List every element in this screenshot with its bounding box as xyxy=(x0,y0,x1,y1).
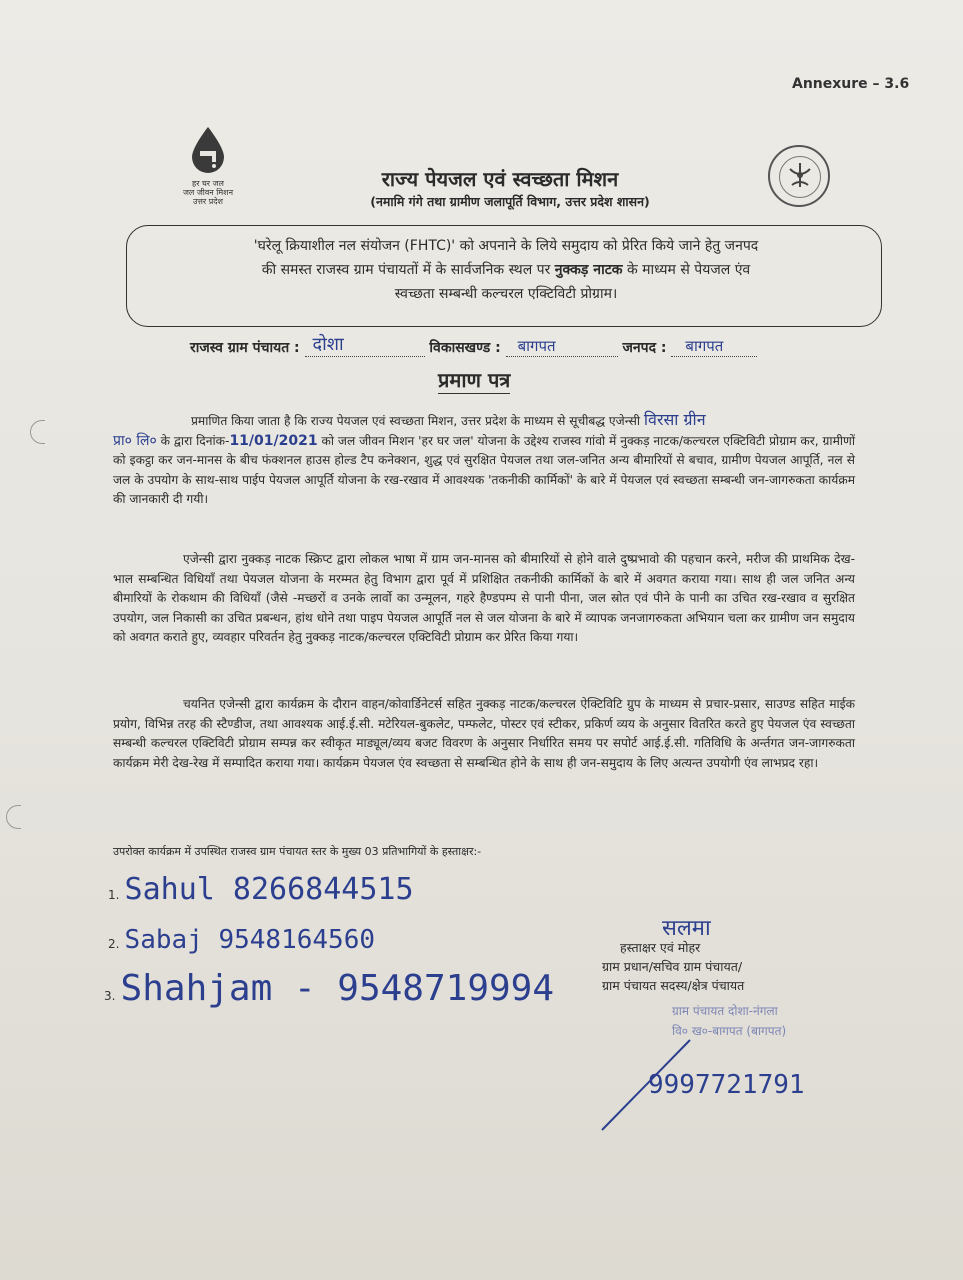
banner-line-3: स्वच्छता सम्बन्धी कल्चरल एक्टिविटी प्रोग्राम। xyxy=(394,286,618,302)
participants-intro: उपरोक्त कार्यक्रम में उपस्थित राजस्व ग्राम पंचायत स्तर के मुख्य 03 प्रतिभागियों के हस्ताक्षर:- xyxy=(113,845,482,858)
paragraph-1 xyxy=(113,410,855,510)
banner-bold-nukkad: नुक्कड़ नाटक xyxy=(554,262,623,278)
mission-subtitle: (नमामि गंगे तथा ग्रामीण जलापूर्ति विभाग, उत्तर प्रदेश शासन) xyxy=(370,194,650,209)
signer-designation-2: ग्राम पंचायत सदस्य/क्षेत्र पंचायत xyxy=(602,978,745,993)
annexure-label: Annexure – 3.6 xyxy=(792,76,910,92)
date-handwritten: 11/01/2021 xyxy=(229,432,318,449)
block-label: विकासखण्ड : xyxy=(429,340,501,356)
location-fields xyxy=(190,332,890,357)
para1-text-b: के द्वारा दिनांक- xyxy=(160,433,230,448)
extra-phone-number: 9997721791 xyxy=(648,1070,805,1100)
block-value: बागपत xyxy=(517,337,556,355)
stamp-line-2: वि० ख०-बागपत (बागपत) xyxy=(672,1024,787,1038)
up-government-emblem xyxy=(768,145,830,207)
paragraph-3: चयनित एजेन्सी द्वारा कार्यक्रम के दौरान वाहन/कोवार्डिनेटर्स सहित नुक्कड़ नाटक/कल्चरल ऐक्टिविटि ग्रुप के माध्यम से प्रचार-प्रसार, साउण्ड सहित माईक प्रयोग, विभिन्न तरह की स्टैण्डीज, तथा आवश्यक आई.ई.सी. मटेरियल-बुकलेट, पम्फलेट, पोस्टर एवं स्टीकर, प्रकिर्ण व्यय के अनुसार वितरित करते हुए पेयजल एंव स्वच्छता सम्बन्धी कल्चरल एक्टिविटी प्रोग्राम सम्पन्न कर स्वीकृत माड्यूल/व्यय बजट विवरण के अनुसार निर्धारित समय पर सपोर्ट आई.ई.सी. गतिविधि के अर्न्तगत जन-जागरुकता कार्यक्रम मेरी देख-रेख में सम्पादित कराया गया। कार्यक्रम पेयजल एंव स्वच्छता से सम्बन्धित होने के साथ ही जन-समुदाय के लिए अत्यन्त उपयोगी एंव लाभप्रद रहा। xyxy=(113,697,855,770)
para1-text-a: प्रमाणित किया जाता है कि राज्य पेयजल एवं स्वच्छता मिशन, उत्तर प्रदेश के माध्यम से सूचीबद्ध एजेन्सी xyxy=(191,414,641,428)
binder-hole xyxy=(30,420,45,444)
mission-title: राज्य पेयजल एवं स्वच्छता मिशन xyxy=(381,167,619,191)
gram-panchayat-label: राजस्व ग्राम पंचायत : xyxy=(190,340,300,356)
para1-text-c: को जल जीवन मिशन 'हर घर जल' योजना के उद्देश्य राजस्व गांवो में नुक्कड़ नाटक/कल्चरल एक्टिविटी प्रोग्राम कर, ग्रामीणों को इकट्ठा कर जन-मानस के बीच फंक्शनल हाउस होल्ड टैप कनेक्शन, शुद्ध एवं सुरक्षित पेयजल तथा जल-जनित अन्य बीमारियों से बचाव, ग्रामीण पेयजल आपूर्ति, नल से जल के उपयोग के साथ-साथ पाईप पेयजल आपूर्ति योजना के रख-रखाव में आवश्यक 'तकनीकी कार्मिकों' के बारे में पेयजल एवं स्वच्छता सम्बन्धी जन-जागरुकता कार्यक्रम की जानकारी दी गयी। xyxy=(113,433,855,506)
agency-name-handwritten: विरसा ग्रीन xyxy=(643,410,706,429)
participant-row: 2. Sabaj 9548164560 xyxy=(108,925,375,955)
participant-row: 1. Sahul 8266844515 xyxy=(108,872,414,907)
participant-signature-1: Sahul 8266844515 xyxy=(124,872,414,907)
water-drop-icon xyxy=(186,125,230,175)
certificate-heading: प्रमाण पत्र xyxy=(438,368,511,392)
participant-signature-3: Shahjam - 9548719994 xyxy=(120,968,555,1009)
participant-row: 3. Shahjam - 9548719994 xyxy=(104,968,555,1009)
signer-designation-1: ग्राम प्रधान/सचिव ग्राम पंचायत/ xyxy=(602,959,743,974)
banner-line-2: की समस्त राजस्व ग्राम पंचायतों में के सार्वजनिक स्थल पर नुक्कड़ नाटक के माध्यम से पेयजल एंव xyxy=(261,262,751,278)
pen-stroke-mark xyxy=(590,1030,700,1140)
official-signature: सलमा xyxy=(662,916,711,941)
emblem-icon xyxy=(786,161,814,191)
stamp-line-1: ग्राम पंचायत दोशा-नंगला xyxy=(672,1004,778,1018)
logo-caption-2: जल जीवन मिशन xyxy=(182,188,234,197)
gram-panchayat-value: दोशा xyxy=(312,334,344,355)
program-banner xyxy=(126,225,882,327)
district-value: बागपत xyxy=(685,337,724,355)
har-ghar-jal-logo xyxy=(168,125,248,206)
signature-seal-label: हस्ताक्षर एवं मोहर xyxy=(620,940,701,955)
banner-line-1: 'घरेलू क्रियाशील नल संयोजन (FHTC)' को अपनाने के लिये समुदाय को प्रेरित किये जाने हेतु जनपद xyxy=(253,238,759,254)
participant-signature-2: Sabaj 9548164560 xyxy=(124,925,375,955)
agency-suffix-handwritten: प्रा० लि० xyxy=(113,432,157,449)
district-label: जनपद : xyxy=(622,340,667,356)
paragraph-2: एजेन्सी द्वारा नुक्कड़ नाटक स्क्रिप्ट द्वारा लोकल भाषा में ग्राम जन-मानस को बीमारियों से होने वाले दुष्प्रभावो की पहचान करने, मरीज की प्राथमिक देख-भाल सम्बन्धित विधियाँ तथा पेयजल योजना के मरम्मत हेतु विभाग द्वारा पूर्व में प्रशिक्षित तकनीकी कार्मिकों के बारे में अवगत कराया गया। साथ ही जल जनित अन्य बीमारियों के रोकथाम की विधियाँ (जैसे -मच्छरों व उनके लार्वो का उन्मूलन, गहरे हैण्डपम्प से पानी पीना, जल स्रोत एवं पीने के पानी का उचित रख-रखाव व सुरक्षित उपयोग, जल निकासी का उचित प्रबन्धन, हांथ धोने तथा पाइप पेयजल आपूर्ति नल से जल योजना के बारे में व्यापक जनजागरुकता अभियान चला कर ग्रामीण जन समुदाय को अवगत कराते हुए, व्यवहार परिवर्तन हेतु नुक्कड़ नाटक/कल्चरल एक्टिविटी प्रोग्राम कर प्रेरित किया गया। xyxy=(113,552,855,644)
logo-caption-1: हर घर जल xyxy=(192,179,224,188)
logo-caption-3: उत्तर प्रदेश xyxy=(193,197,223,206)
binder-hole xyxy=(6,805,21,829)
